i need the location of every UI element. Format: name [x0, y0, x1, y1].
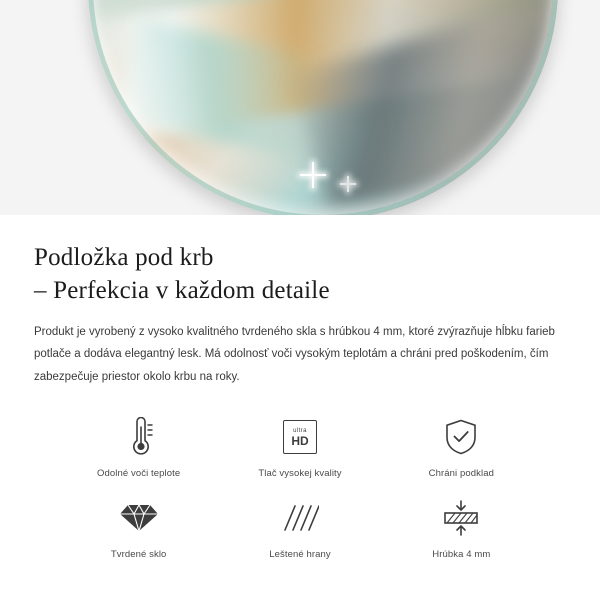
feature-item: [219, 495, 380, 560]
thermometer-icon: [58, 414, 219, 460]
content-section: [0, 215, 600, 576]
feature-item: [381, 414, 542, 479]
hero-image: [0, 0, 600, 215]
page-title: [34, 241, 566, 307]
ultra-hd-icon: ultra HD: [219, 414, 380, 460]
thickness-arrows-icon: [381, 495, 542, 541]
feature-item: [381, 495, 542, 560]
feature-item: [58, 414, 219, 479]
description-paragraph: Produkt je vyrobený z vysoko kvalitného tvrdeného skla s hrúbkou 4 mm, ktoré zvýrazňuje hĺbku farieb potlače a dodáva elegantný lesk. Má odolnosť voči vysokým teplotám a chráni pred poškodením, čím zabezpečuje priestor okolo krbu na roky.: [34, 326, 555, 383]
shield-check-icon: [381, 414, 542, 460]
polished-edges-icon: [219, 495, 380, 541]
headline-line-2: – Perfekcia v každom detaile: [34, 277, 330, 304]
headline-line-1: Podložka pod krb: [34, 244, 214, 271]
feature-item: [219, 414, 380, 479]
feature-item: [58, 495, 219, 560]
diamond-icon: [58, 495, 219, 541]
feature-caption: Tvrdené sklo: [110, 549, 167, 561]
feature-caption: Tlač vysokej kvality: [258, 468, 342, 480]
feature-grid: [34, 414, 566, 576]
feature-caption: Hrúbka 4 mm: [432, 549, 491, 561]
feature-caption: Chráni podklad: [428, 468, 494, 480]
feature-caption: Leštené hrany: [269, 549, 331, 561]
feature-caption: Odolné voči teplote: [97, 468, 181, 480]
